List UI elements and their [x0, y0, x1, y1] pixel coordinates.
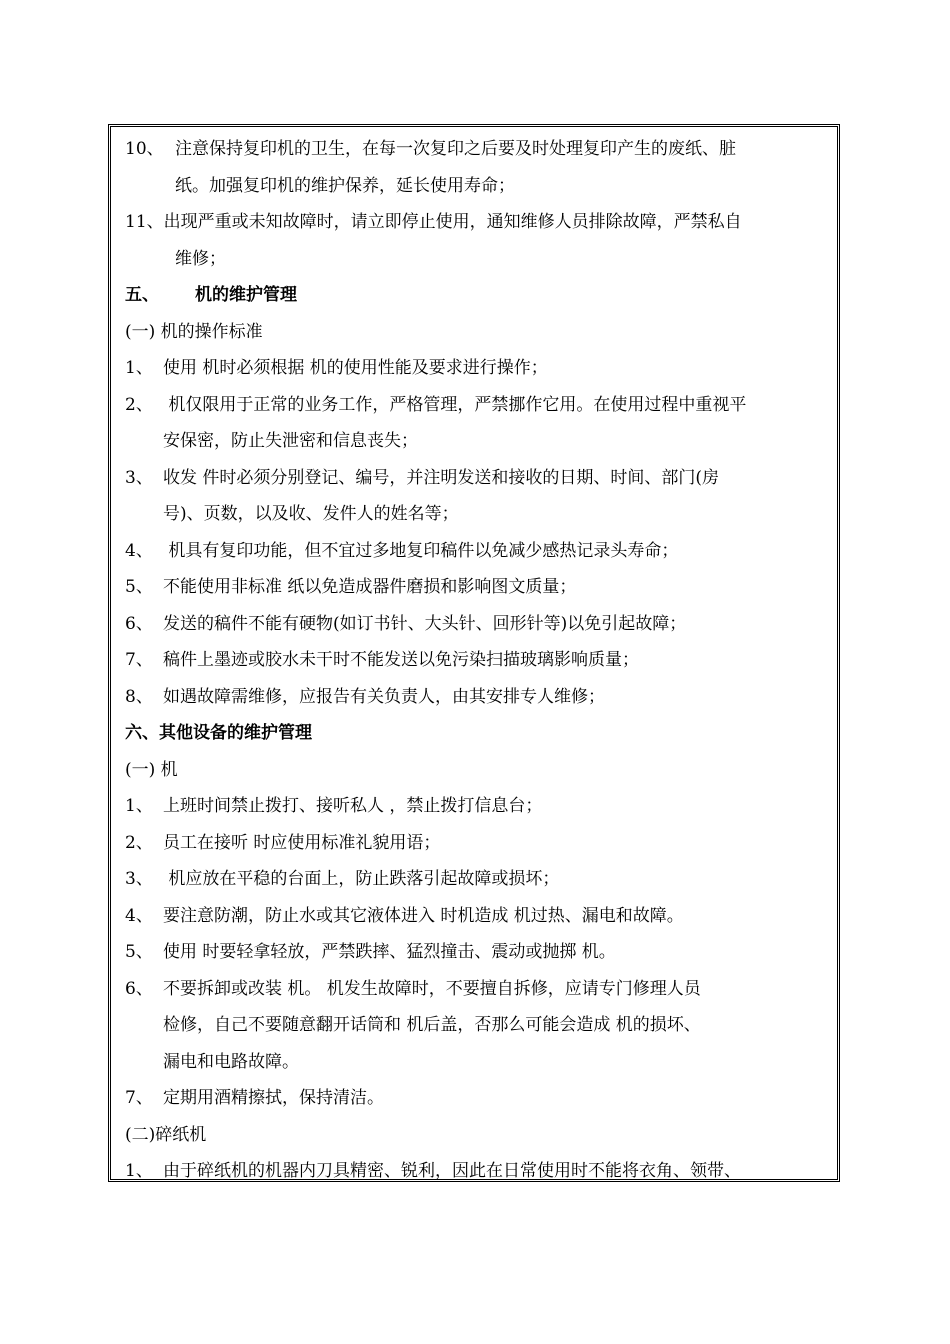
item-number: 1、	[125, 796, 153, 816]
section-heading-5	[125, 277, 827, 314]
item-number: 6、	[125, 978, 153, 999]
item-text: 检修，自己不要随意翻开话筒和 机后盖，否那么可能会造成 机的损坏、	[163, 1015, 701, 1035]
item-number: 6、	[125, 613, 153, 634]
list-item	[125, 679, 827, 716]
item-text: 维修；	[175, 248, 226, 269]
item-text: 稿件上墨迹或胶水未干时不能发送以免污染扫描玻璃影响质量；	[163, 650, 639, 670]
subsection-title: (二)碎纸机	[125, 1124, 207, 1145]
item-text: 由于碎纸机的机器内刀具精密、锐利，因此在日常使用时不能将衣角、领带、	[163, 1161, 741, 1181]
list-item	[125, 934, 827, 971]
document-body	[125, 131, 827, 1182]
list-item	[125, 569, 827, 606]
item-text: 不要拆卸或改装 机。 机发生故障时，不要擅自拆修，应请专门修理人员	[163, 978, 701, 999]
section-title: 机的维护管理	[195, 285, 297, 305]
item-text: 纸。加强复印机的维护保养，延长使用寿命；	[175, 175, 515, 196]
item-text: 机仅限用于正常的业务工作，严格管理，严禁挪作它用。在使用过程中重视平	[163, 394, 747, 415]
item-number: 1、	[125, 1161, 153, 1181]
list-item-11	[125, 204, 827, 241]
item-number: 7、	[125, 1088, 153, 1108]
list-item-cont	[125, 1007, 827, 1044]
item-number: 3、	[125, 467, 153, 488]
list-item-10-cont	[125, 168, 827, 205]
subsection-heading	[125, 752, 827, 789]
list-item	[125, 861, 827, 898]
item-text: 机具有复印功能，但不宜过多地复印稿件以免减少感热记录头寿命；	[163, 540, 679, 561]
item-text: 定期用酒精擦拭，保持清洁。	[163, 1088, 384, 1108]
list-item	[125, 971, 827, 1008]
list-item	[125, 533, 827, 570]
list-item	[125, 898, 827, 935]
list-item	[125, 1153, 827, 1182]
item-number: 5、	[125, 942, 153, 962]
item-text: 发送的稿件不能有硬物(如订书针、大头针、回形针等)以免引起故障；	[163, 613, 687, 634]
item-number: 11、	[125, 212, 164, 232]
item-text: 收发 件时必须分别登记、编号，并注明发送和接收的日期、时间、部门(房	[163, 467, 720, 488]
section-heading-6	[125, 715, 827, 752]
item-number: 7、	[125, 650, 153, 670]
item-text: 出现严重或未知故障时，请立即停止使用，通知维修人员排除故障，严禁私自	[163, 212, 742, 232]
item-text: 安保密，防止失泄密和信息丧失；	[163, 431, 418, 451]
subsection-heading	[125, 314, 827, 351]
item-text: 使用 机时必须根据 机的使用性能及要求进行操作；	[163, 358, 548, 378]
subsection-title: (一) 机	[125, 759, 178, 780]
item-number: 3、	[125, 869, 153, 889]
item-text: 如遇故障需维修，应报告有关负责人，由其安排专人维修；	[163, 686, 605, 707]
item-number: 4、	[125, 905, 153, 926]
list-item-cont	[125, 1044, 827, 1081]
item-text: 漏电和电路故障。	[163, 1051, 299, 1072]
item-number: 1、	[125, 358, 153, 378]
subsection-title: (一) 机的操作标准	[125, 321, 263, 342]
list-item	[125, 1080, 827, 1117]
list-item	[125, 825, 827, 862]
item-number: 2、	[125, 832, 153, 853]
subsection-heading	[125, 1117, 827, 1154]
item-number: 10、	[125, 139, 164, 159]
item-text: 不能使用非标准 纸以免造成器件磨损和影响图文质量；	[163, 577, 577, 597]
list-item	[125, 788, 827, 825]
list-item	[125, 387, 827, 424]
section-title: 六、其他设备的维护管理	[125, 723, 312, 743]
list-item	[125, 350, 827, 387]
item-text: 使用 时要轻拿轻放，严禁跌摔、猛烈撞击、震动或抛掷 机。	[163, 942, 616, 962]
item-number: 4、	[125, 540, 153, 561]
item-text: 机应放在平稳的台面上，防止跌落引起故障或损坏；	[163, 869, 560, 889]
list-item	[125, 606, 827, 643]
document-frame	[108, 124, 840, 1182]
item-number: 2、	[125, 394, 153, 415]
item-text: 注意保持复印机的卫生，在每一次复印之后要及时处理复印产生的废纸、脏	[175, 139, 736, 159]
item-text: 员工在接听 时应使用标准礼貌用语；	[163, 832, 441, 853]
list-item-cont	[125, 423, 827, 460]
list-item-cont	[125, 496, 827, 533]
list-item-11-cont	[125, 241, 827, 278]
list-item	[125, 642, 827, 679]
section-number: 五、	[125, 285, 159, 305]
list-item-10	[125, 131, 827, 168]
item-number: 8、	[125, 686, 153, 707]
item-number: 5、	[125, 577, 153, 597]
item-text: 上班时间禁止拨打、接听私人 ，禁止拨打信息台；	[163, 796, 543, 816]
item-text: 号)、页数，以及收、发件人的姓名等；	[163, 504, 459, 524]
list-item	[125, 460, 827, 497]
item-text: 要注意防潮，防止水或其它液体进入 时机造成 机过热、漏电和故障。	[163, 905, 684, 926]
